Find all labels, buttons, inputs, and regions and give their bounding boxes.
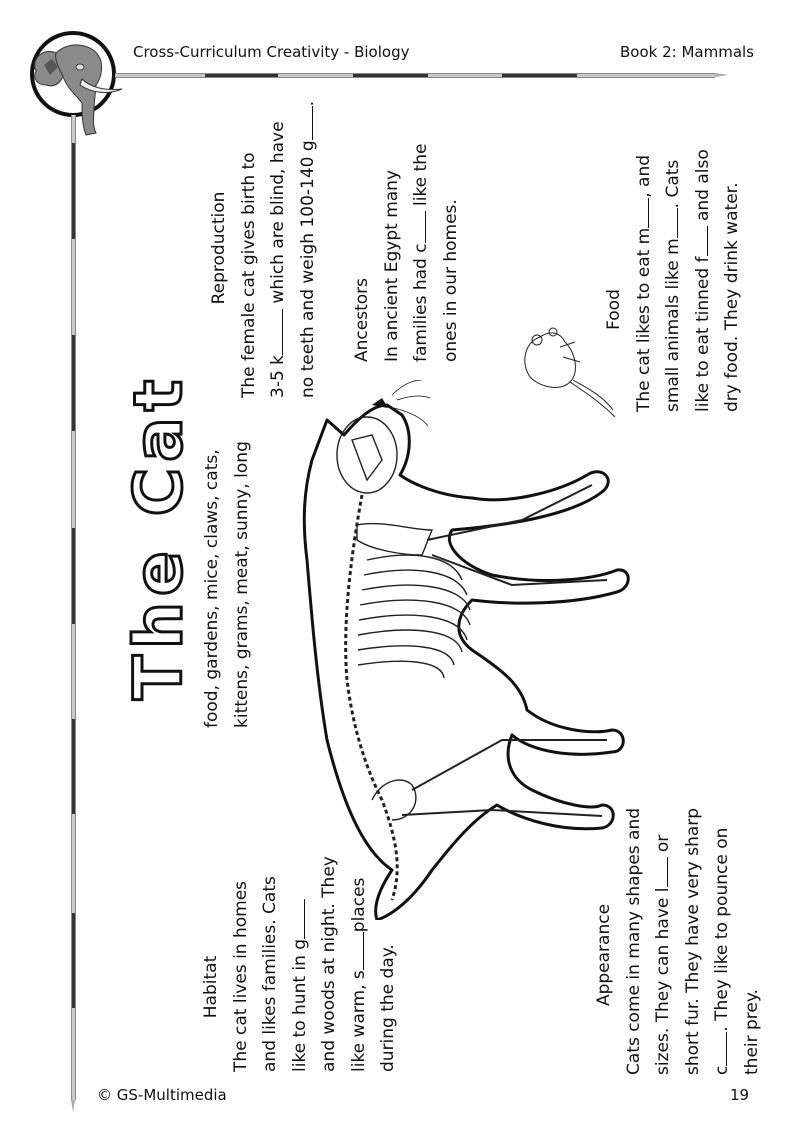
fill-in-blank[interactable] xyxy=(346,932,364,970)
word-bank-line: food, gardens, mice, claws, cats, xyxy=(202,449,222,728)
section-line: families had c like the xyxy=(407,144,437,362)
fill-in-blank[interactable] xyxy=(709,1032,727,1066)
section-line: 3-5 k which are blind, have xyxy=(264,98,294,398)
fill-in-blank[interactable] xyxy=(295,106,313,140)
page-number: 19 xyxy=(730,1086,750,1104)
section-heading: Reproduction xyxy=(209,191,229,305)
section-line: and likes families. Cats xyxy=(260,876,280,1072)
section-line: In ancient Egypt many xyxy=(381,169,402,362)
section-ancestors xyxy=(348,144,466,362)
header-book-title: Book 2: Mammals xyxy=(620,43,754,61)
section-heading: Food xyxy=(604,289,624,330)
section-line: ones in our homes. xyxy=(440,199,461,362)
section-line: The female cat gives birth to xyxy=(238,152,259,398)
section-food xyxy=(600,124,748,412)
section-heading: Appearance xyxy=(594,903,614,1007)
section-line: The cat likes to eat m, and xyxy=(630,124,660,412)
mouse-drawing xyxy=(515,322,615,417)
fill-in-blank[interactable] xyxy=(265,309,283,355)
elephant-icon xyxy=(24,29,134,139)
section-line: short fur. They have very sharp xyxy=(682,807,703,1075)
section-heading: Habitat xyxy=(201,955,221,1019)
cat-skeleton-drawing xyxy=(272,380,632,920)
section-line: small animals like m. Cats xyxy=(659,124,689,412)
section-line: like to eat tinned f and also xyxy=(689,124,719,412)
worksheet-title: The Cat xyxy=(120,373,197,700)
fill-in-blank[interactable] xyxy=(690,226,708,256)
fill-in-blank[interactable] xyxy=(631,198,649,228)
header-rule-tip xyxy=(715,73,729,77)
section-line: during the day. xyxy=(378,944,398,1072)
section-line: sizes. They can have l or xyxy=(649,775,679,1075)
word-bank-line: kittens, grams, meat, sunny, long xyxy=(231,441,252,728)
word-bank xyxy=(198,441,257,728)
fill-in-blank[interactable] xyxy=(408,211,426,243)
header-rule xyxy=(115,73,715,78)
section-line: The cat lives in homes xyxy=(230,880,251,1072)
margin-rule xyxy=(71,115,76,1100)
section-line: Cats come in many shapes and xyxy=(623,807,644,1075)
section-line: c. They like to pounce on xyxy=(708,775,738,1075)
logo-badge xyxy=(30,31,116,117)
margin-rule-tip xyxy=(71,1100,75,1112)
section-line: and woods at night. They xyxy=(319,856,339,1072)
fill-in-blank[interactable] xyxy=(660,208,678,238)
footer-copyright: © GS-Multimedia xyxy=(97,1086,227,1104)
header-series-title: Cross-Curriculum Creativity - Biology xyxy=(133,43,410,61)
section-reproduction xyxy=(205,98,323,398)
section-line: like to hunt in g xyxy=(286,772,316,1072)
section-heading: Ancestors xyxy=(352,278,372,362)
fill-in-blank[interactable] xyxy=(650,858,668,888)
section-line: no teeth and weigh 100-140 g. xyxy=(294,98,324,398)
section-line: like warm, splaces xyxy=(345,772,375,1072)
section-line: dry food. They drink water. xyxy=(722,182,742,412)
section-line: their prey. xyxy=(741,989,762,1075)
